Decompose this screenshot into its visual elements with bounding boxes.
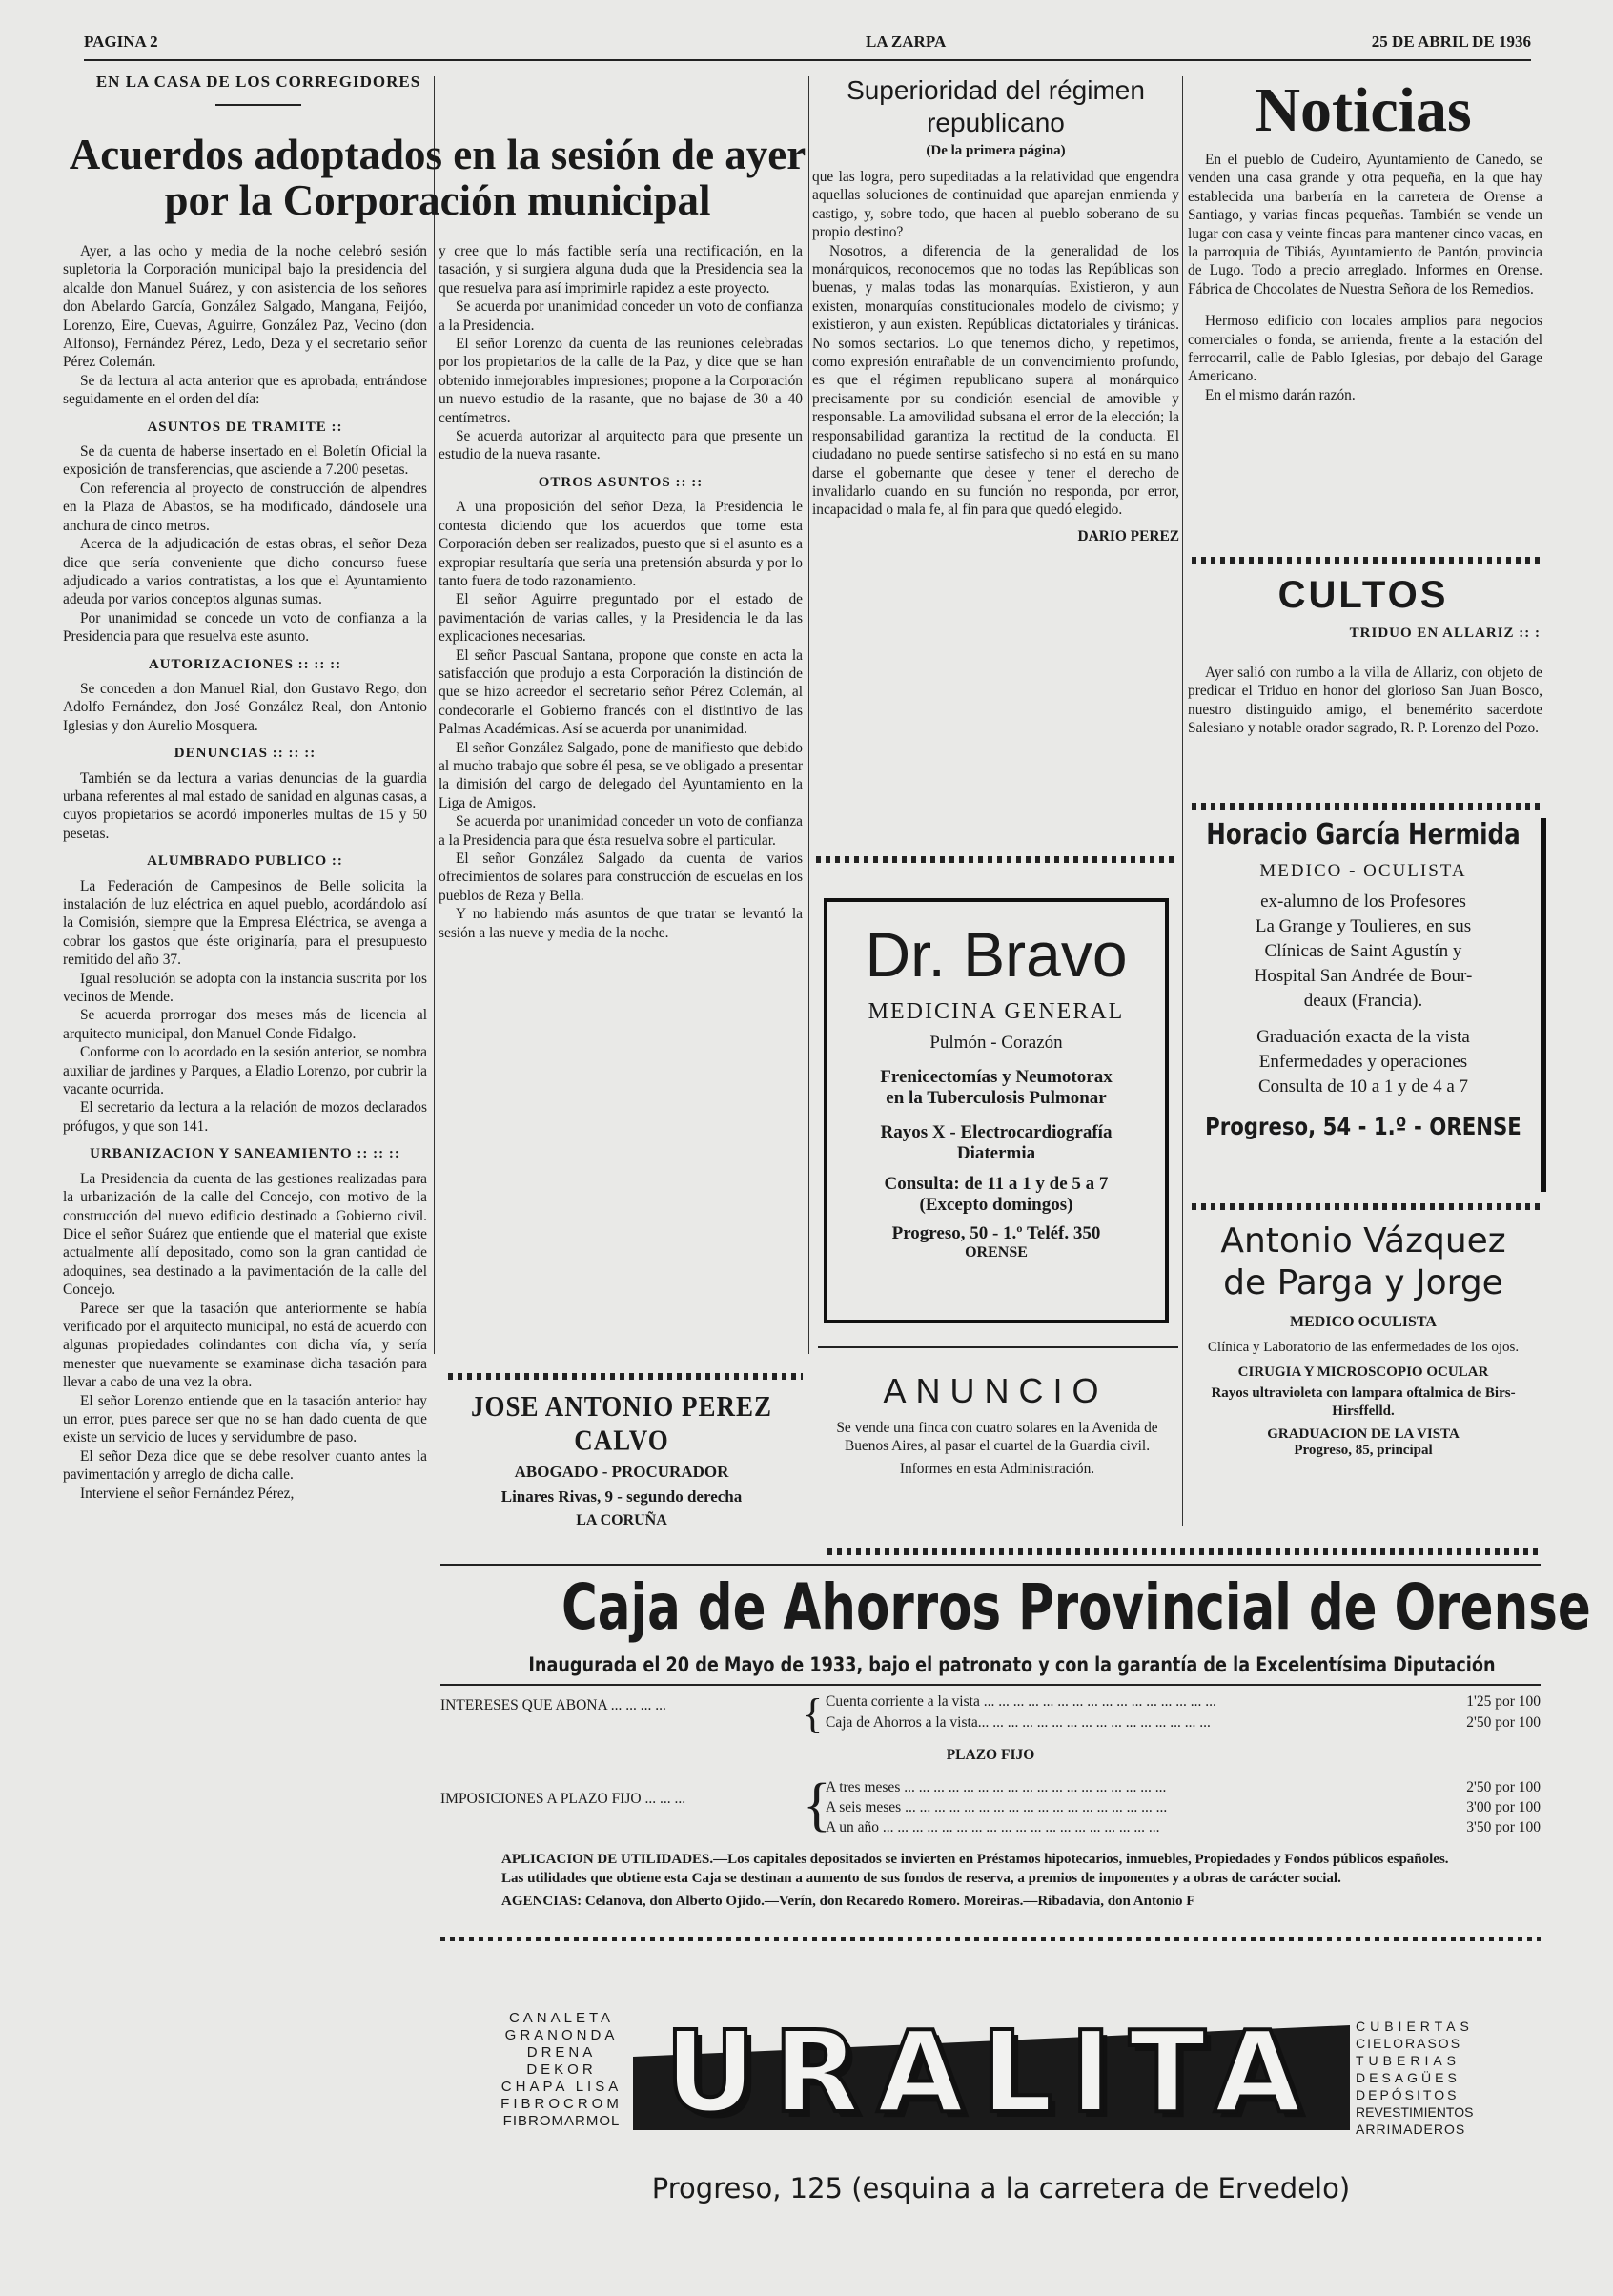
- lawyer-title: ABOGADO - PROCURADOR: [514, 1463, 729, 1481]
- paragraph: que las logra, pero supeditadas a la relatividad que engendra aquellas soluciones de continuidad que aparejan enmienda y castigo, y, sobre todo, que hacen al pueblo soberano de su propio destino?: [812, 169, 1179, 241]
- paragraph: Ayer, a las ocho y media de la noche celebró sesión supletoria la Corporación municipal bajo la presidencia del alcalde don Manuel Suárez, y con asistencia de los señores don Abelardo García, González Salgado, Mangana, Feijóo, Lorenzo, Eire, Cuevas, Aguirre, González Paz, Vecino (don Alfonso), Fernández Pérez, Ledo, Deza y el secretario señor Pérez Colemán.: [63, 243, 427, 371]
- noticias-body: [1188, 151, 1542, 404]
- paragraph: La Presidencia da cuenta de las gestiones realizadas para la urbanización de la calle del Concejo, con motivo de la construcción del nuevo edificio destinado a Gobierno civil. Dice el señor Suárez que entiende que el material que existe actualmente allí depositado, como son la gran cantidad de adoquines, sea destinado a la pavimentación de la calle del Concejo.: [63, 1170, 427, 1299]
- dotted-rule: [1192, 1203, 1541, 1210]
- rate-label: Cuenta corriente a la vista ... ... ... ... ... ... ... ... ... ... ... ... ... ... ... ...: [826, 1693, 1216, 1710]
- uralita-logo: [633, 2002, 1350, 2136]
- newspaper-name: LA ZARPA: [866, 32, 947, 51]
- cultos-body: [1188, 664, 1542, 738]
- lawyer-ad: [440, 1389, 803, 1529]
- rate-value: 2'50 por 100: [1466, 1779, 1541, 1795]
- doctor-line: Progreso, 50 - 1.º Teléf. 350: [891, 1223, 1101, 1243]
- uralita-products-left: [490, 2010, 633, 2130]
- doctor-line: ORENSE: [965, 1244, 1028, 1261]
- article-kicker-wrap: [82, 72, 435, 106]
- section-rule: [818, 1346, 1178, 1348]
- paragraph: El señor Lorenzo da cuenta de las reuniones celebradas por los propietarios de la calle de la Paz, y dice que se han obtenido inmejorables impresiones; propone a la Corporación un nuevo estudio de la rasante, que no bajase de 30 a 40 centímetros.: [439, 336, 803, 426]
- paragraph: Igual resolución se adopta con la instancia suscrita por los vecinos de Mende.: [63, 970, 427, 1006]
- caja-title: Caja de Ahorros Provincial de Orense: [561, 1570, 1591, 1644]
- anuncio-body: [816, 1419, 1178, 1478]
- section-heading: AUTORIZACIONES :: :: ::: [148, 656, 342, 672]
- hermida-ad: [1186, 818, 1546, 1192]
- rate-label: A tres meses ... ... ... ... ... ... ... ... ... ... ... ... ... ... ... ... ... ...: [826, 1779, 1167, 1795]
- credential-line: Hospital San Andrée de Bour-: [1254, 966, 1473, 986]
- section-heading: ASUNTOS DE TRAMITE ::: [147, 419, 343, 435]
- doctor-address: Progreso, 54 - 1.º - ORENSE: [1205, 1113, 1521, 1140]
- rate-value: 3'00 por 100: [1466, 1799, 1541, 1815]
- article-body-col1: [63, 242, 427, 1503]
- noticias-title: Noticias: [1255, 75, 1472, 145]
- doctor-name: de Parga y Jorge: [1223, 1263, 1503, 1302]
- doctor-line: Diatermia: [956, 1143, 1036, 1163]
- article-kicker: EN LA CASA DE LOS CORREGIDORES: [95, 72, 421, 91]
- doctor-line: Clínica y Laboratorio de las enfermedades de los ojos.: [1207, 1340, 1520, 1355]
- paragraph: Se acuerda por unanimidad conceder un voto de confianza a la Presidencia.: [439, 298, 803, 334]
- doctor-name: Antonio Vázquez: [1220, 1221, 1506, 1261]
- article-headline: Acuerdos adoptados en la sesión de ayer por la Corporación municipal: [69, 131, 806, 224]
- product-label: DRENA: [526, 2044, 597, 2060]
- paragraph: Conforme con lo acordado en la sesión anterior, se nombra auxiliar de jardines y Parques, a Eladio Lorenzo, por cubrir la vacante ocurrida.: [63, 1044, 427, 1098]
- paragraph: En el pueblo de Cudeiro, Ayuntamiento de Canedo, se venden una casa grande y otra pequeña, en la que hay establecida una barbería en la carretera de Orense a Santiago, y varias fincas pequeñas. También se vende un lugar con casa y veinte fincas para mantener cinco vacas, en la parroquia de Tibiás, Ayuntamiento de Pantón, provincia de Lugo. Todo a precio arreglado. Informes en Orense. Fábrica de Chocolates de Nuestra Señora de los Remedios.: [1188, 152, 1542, 297]
- doctor-line: en la Tuberculosis Pulmonar: [886, 1088, 1107, 1108]
- cultos-subtitle: TRIDUO EN ALLARIZ :: :: [1349, 625, 1541, 641]
- doctor-line: Rayos ultravioleta con lampara oftalmica de Birs-Hirsffelld.: [1211, 1385, 1516, 1419]
- article-body-col2: [439, 242, 803, 942]
- credential-line: Clínicas de Saint Agustín y: [1264, 941, 1462, 961]
- dotted-rule: [448, 1373, 803, 1380]
- product-label: ARRIMADEROS: [1356, 2122, 1466, 2137]
- paragraph: Se da lectura al acta anterior que es aprobada, entrándose seguidamente en el orden del día:: [63, 372, 427, 408]
- brace: {: [803, 1691, 824, 1737]
- paragraph: Y no habiendo más asuntos de que tratar se levantó la sesión a las nueve y media de la noche.: [439, 906, 803, 941]
- paragraph: El señor Deza dice que se debe resolver cuanto antes la pavimentación y arreglo de dicha calle.: [63, 1447, 427, 1484]
- continued-note: (De la primera página): [926, 143, 1066, 158]
- paragraph: En el mismo darán razón.: [1205, 386, 1356, 403]
- dr-bravo-ad: [824, 898, 1169, 1323]
- dotted-rule: [1192, 557, 1541, 564]
- rate-value: 3'50 por 100: [1466, 1819, 1541, 1835]
- rate-label: A un año ... ... ... ... ... ... ... ... ... ... ... ... ... ... ... ... ... ... ...: [826, 1819, 1160, 1835]
- rate-label: Caja de Ahorros a la vista... ... ... ... ... ... ... ... ... ... ... ... ... ... ... ...: [826, 1714, 1211, 1731]
- product-label: CANALETA: [508, 2010, 615, 2026]
- paragraph: El señor González Salgado, pone de manifiesto que debido al mucho trabajo que sobre él pesa, se ve obligado a presentar la dimisión del cargo de delegado del Ayuntamiento en la Liga de Amigos.: [439, 739, 803, 811]
- paragraph: Se da cuenta de haberse insertado en el Boletín Oficial la exposición de transferencias, que asciende a 7.200 pesetas.: [63, 443, 427, 479]
- credential-line: ex-alumno de los Profesores: [1260, 892, 1466, 912]
- rate-value: 1'25 por 100: [1466, 1693, 1541, 1710]
- paragraph: Por unanimidad se concede un voto de confianza a la Presidencia para que resuelva este asunto.: [63, 609, 427, 646]
- paragraph: AGENCIAS: Celanova, don Alberto Ojido.—Verín, don Recaredo Romero. Moreiras.—Ribadavia, don Antonio F: [501, 1894, 1195, 1909]
- doctor-specialty: MEDICINA GENERAL: [868, 999, 1125, 1024]
- paragraph: Informes en esta Administración.: [899, 1460, 1095, 1477]
- paragraph: El señor González Salgado da cuenta de varios ofrecimientos de solares para construcción de escuelas en los pueblos de Reza y Bella.: [439, 851, 803, 904]
- caja-rule: [440, 1684, 1541, 1686]
- credential-line: Graduación exacta de la vista: [1256, 1027, 1470, 1047]
- paragraph: También se da lectura a varias denuncias de la guardia urbana referentes al mal estado de sanidad en algunas casas, a cuyos propietarios se acordó imponerles multas de 15 y 50 pesetas.: [63, 769, 427, 842]
- paragraph: El señor Pascual Santana, propone que conste en acta la satisfacción que produjo a esta Corporación la distinción de que se hizo acreedor el secretario señor Pérez Colemán, al condecorarle el Gobierno francés con el distintivo de las Palmas Académicas. Así se acuerda por unanimidad.: [439, 646, 803, 738]
- product-label: FIBROCROM: [500, 2096, 623, 2112]
- plazo-fijo-heading: PLAZO FIJO: [946, 1747, 1035, 1763]
- opinion-headline: Superioridad del régimen republicano: [847, 75, 1145, 137]
- paragraph: Se conceden a don Manuel Rial, don Gustavo Rego, don Adolfo Fernández, don José González Real, don Antonio Iglesias y don Aurelio Mosquera.: [63, 680, 427, 734]
- uralita-brand: URALITA: [664, 2006, 1318, 2138]
- lawyer-city: LA CORUÑA: [576, 1512, 667, 1528]
- caja-label: IMPOSICIONES A PLAZO FIJO ... ... ...: [440, 1791, 686, 1807]
- caja-top-rule: [440, 1564, 1541, 1566]
- product-label: CIELORASOS: [1356, 2036, 1462, 2051]
- paragraph: El señor Lorenzo entiende que en la tasación anterior hay un error, pues parece ser que no se han dado cuenta de que existe un servicio de luces y servidumbre de paso.: [63, 1392, 427, 1446]
- paragraph: APLICACION DE UTILIDADES.—Los capitales depositados se invierten en Préstamos hipotecarios, inmuebles, Propiedades y Fondos públicos españoles.: [501, 1852, 1449, 1867]
- section-heading: URBANIZACION Y SANEAMIENTO :: :: ::: [90, 1146, 400, 1162]
- dotted-rule: [827, 1548, 1541, 1555]
- credential-line: Consulta de 10 a 1 y de 4 a 7: [1257, 1076, 1469, 1097]
- paragraph: Se acuerda prorrogar dos meses más de licencia al arquitecto municipal, don Manuel Conde Fidalgo.: [63, 1007, 427, 1042]
- paragraph: El señor Aguirre preguntado por el estado de pavimentación de varias calles, y la Presidencia le da las explicaciones necesarias.: [439, 591, 803, 646]
- column-rule: [808, 76, 809, 1354]
- opinion-body: [812, 168, 1179, 545]
- product-label: CUBIERTAS: [1356, 2019, 1474, 2034]
- anuncio-title: ANUNCIO: [883, 1371, 1109, 1410]
- doctor-line: Consulta: de 11 a 1 y de 5 a 7: [884, 1174, 1109, 1194]
- paragraph: Se acuerda por unanimidad conceder un voto de confianza a la Presidencia para que ésta resuelva sobre el particular.: [439, 813, 803, 849]
- issue-date: 25 DE ABRIL DE 1936: [1371, 32, 1531, 51]
- paragraph: Acerca de la adjudicación de estas obras, el señor Deza dice que sería conveniente que dicho concurso fuese adjudicado a varios contratistas, a los que el Ayuntamiento adeuda por varios conceptos algunas sumas.: [63, 536, 427, 608]
- uralita-address: Progreso, 125 (esquina a la carretera de Ervedelo): [651, 2172, 1351, 2204]
- paragraph: Con referencia al proyecto de construcción de alpendres en la Plaza de Abastos, se ha modificado, dándosele una anchura de cinco metros.: [63, 480, 427, 534]
- doctor-title: MEDICO OCULISTA: [1290, 1314, 1437, 1330]
- caja-label: INTERESES QUE ABONA ... ... ... ...: [440, 1697, 666, 1713]
- doctor-line: (Excepto domingos): [919, 1195, 1073, 1215]
- column-rule: [1182, 76, 1183, 1526]
- paragraph: Nosotros, a diferencia de la generalidad de los monárquicos, reconocemos que no todas las Repúblicas son buenas, y malas todas las monarquías. Existieron, y aun existen, monarquías constitucionales modelo de civismo; y existieron, y aun existen. Repúblicas dictatoriales y tiránicas. No somos sectarios. Lo que tenemos dicho, y repetimos, como expresión entrañable de un convencimiento profundo, es que el régimen republicano supera al monárquico precisamente por su condición esencial de amovible y responsable. La amovilidad subsana el error de la elección; la responsabilidad garantiza la rectitud de la conducta. El ciudadano no puede sentirse satisfecho si no está en su mano darse el gobernante que desee y tener el derecho de invalidarlo cuando en su función no responda, por error, incapacidad o mala fe, al fin para que quedó elegido.: [812, 242, 1179, 519]
- product-label: TUBERIAS: [1356, 2053, 1461, 2068]
- uralita-products-right: [1356, 2018, 1527, 2138]
- product-label: REVESTIMIENTOS: [1356, 2104, 1474, 2120]
- section-heading: OTROS ASUNTOS :: ::: [538, 474, 704, 490]
- doctor-line: Rayos X - Electrocardiografía: [880, 1122, 1113, 1142]
- paragraph: La Federación de Campesinos de Belle solicita la instalación de luz eléctrica en aquel pueblo, acordándolo así la Comisión, siempre que la Empresa Eléctrica, se avenga a cobrar los gastos que éste originaría, para el presupuesto remitido del año 37.: [63, 877, 427, 969]
- product-label: DEKOR: [526, 2061, 597, 2078]
- paragraph: El secretario da lectura a la relación de mozos declarados prófugos, y que son 141.: [63, 1099, 427, 1135]
- paragraph: Se vende una finca con cuatro solares en la Avenida de Buenos Aires, al pasar el cuartel de la Guardia civil.: [836, 1420, 1158, 1455]
- dotted-rule: [1192, 803, 1541, 810]
- caja-utilidades: [463, 1850, 1541, 1911]
- doctor-organs: Pulmón - Corazón: [929, 1033, 1063, 1053]
- paragraph: A una proposición del señor Deza, la Presidencia le contesta diciendo que los acuerdos que tome esta Corporación deben ser realizados, puesto que si el asunto es a expropiar resultaría que sería una pretensión absurda y por lo tanto fuera de todo razonamiento.: [439, 499, 803, 589]
- paragraph: y cree que lo más factible sería una rectificación, en la tasación, y si surgiera alguna duda que la Presidencia sea la que resuelva para así imprimirle rapidez a este proyecto.: [439, 243, 803, 297]
- page-number: PAGINA 2: [84, 32, 158, 51]
- kicker-rule: [215, 104, 301, 106]
- paragraph: Las utilidades que obtiene esta Caja se destinan a aumento de sus fondos de reserva, a premios de imponentes y a obras de carácter social.: [501, 1871, 1341, 1886]
- vazquez-ad: [1186, 1220, 1541, 1459]
- product-label: CHAPA LISA: [500, 2079, 623, 2095]
- product-label: DESAGÜES: [1356, 2070, 1460, 2085]
- doctor-line: CIRUGIA Y MICROSCOPIO OCULAR: [1237, 1364, 1489, 1380]
- column-rule: [434, 76, 435, 1354]
- paragraph: Ayer salió con rumbo a la villa de Allariz, con objeto de predicar el Triduo en honor del glorioso San Juan Bosco, nuestro distinguido amigo, el benemérito sacerdote Salesiano y notable orador sagrado, R. P. Lorenzo del Pozo.: [1188, 665, 1542, 737]
- doctor-line: Progreso, 85, principal: [1294, 1443, 1433, 1458]
- doctor-credentials: [1186, 890, 1541, 1099]
- section-heading: DENUNCIAS :: :: ::: [174, 746, 316, 762]
- product-label: GRANONDA: [504, 2027, 619, 2043]
- header-rule: [84, 59, 1531, 61]
- paragraph: Parece ser que la tasación que anteriormente se había verificado por el arquitecto municipal, no está de acuerdo con algunas propiedades colindantes con dicha vía, y sería menester que nuevamente se examinase dicha tasación para llevar a cabo de una vez la obra.: [63, 1300, 427, 1391]
- paragraph: Interviene el señor Fernández Pérez,: [80, 1485, 295, 1502]
- signature: DARIO PEREZ: [1077, 527, 1179, 544]
- brace: {: [803, 1773, 831, 1837]
- doctor-name: Horacio García Hermida: [1206, 818, 1521, 851]
- cultos-title: CULTOS: [1277, 574, 1449, 616]
- dotted-rule: [440, 1937, 1541, 1941]
- rate-label: A seis meses ... ... ... ... ... ... ... ... ... ... ... ... ... ... ... ... ... ...: [826, 1799, 1168, 1815]
- paragraph: Hermoso edificio con locales amplios para negocios comerciales o fonda, se arrienda, frente a la estación del ferrocarril, calle de Pablo Iglesias, por debajo del Garage Americano.: [1188, 313, 1542, 385]
- rate-value: 2'50 por 100: [1466, 1714, 1541, 1731]
- doctor-name: Dr. Bravo: [865, 919, 1128, 990]
- caja-subtitle: Inaugurada el 20 de Mayo de 1933, bajo el patronato y con la garantía de la Excelentísima Diputación: [528, 1653, 1496, 1676]
- lawyer-address: Linares Rivas, 9 - segundo derecha: [500, 1487, 743, 1506]
- section-heading: ALUMBRADO PUBLICO ::: [147, 853, 343, 870]
- credential-line: La Grange y Toulieres, en sus: [1255, 916, 1472, 936]
- credential-line: Enfermedades y operaciones: [1258, 1052, 1468, 1072]
- lawyer-name: JOSE ANTONIO PEREZ CALVO: [470, 1389, 773, 1457]
- paragraph: Se acuerda autorizar al arquitecto para que presente un estudio de la nueva rasante.: [439, 428, 803, 463]
- dotted-rule: [816, 856, 1178, 863]
- doctor-line: Frenicectomías y Neumotorax: [880, 1067, 1113, 1087]
- product-label: FIBROMARMOL: [502, 2113, 621, 2129]
- doctor-line: GRADUACION DE LA VISTA: [1267, 1426, 1460, 1442]
- doctor-title: MEDICO - OCULISTA: [1259, 861, 1467, 881]
- product-label: DEPÓSITOS: [1356, 2087, 1460, 2102]
- credential-line: deaux (Francia).: [1303, 991, 1423, 1011]
